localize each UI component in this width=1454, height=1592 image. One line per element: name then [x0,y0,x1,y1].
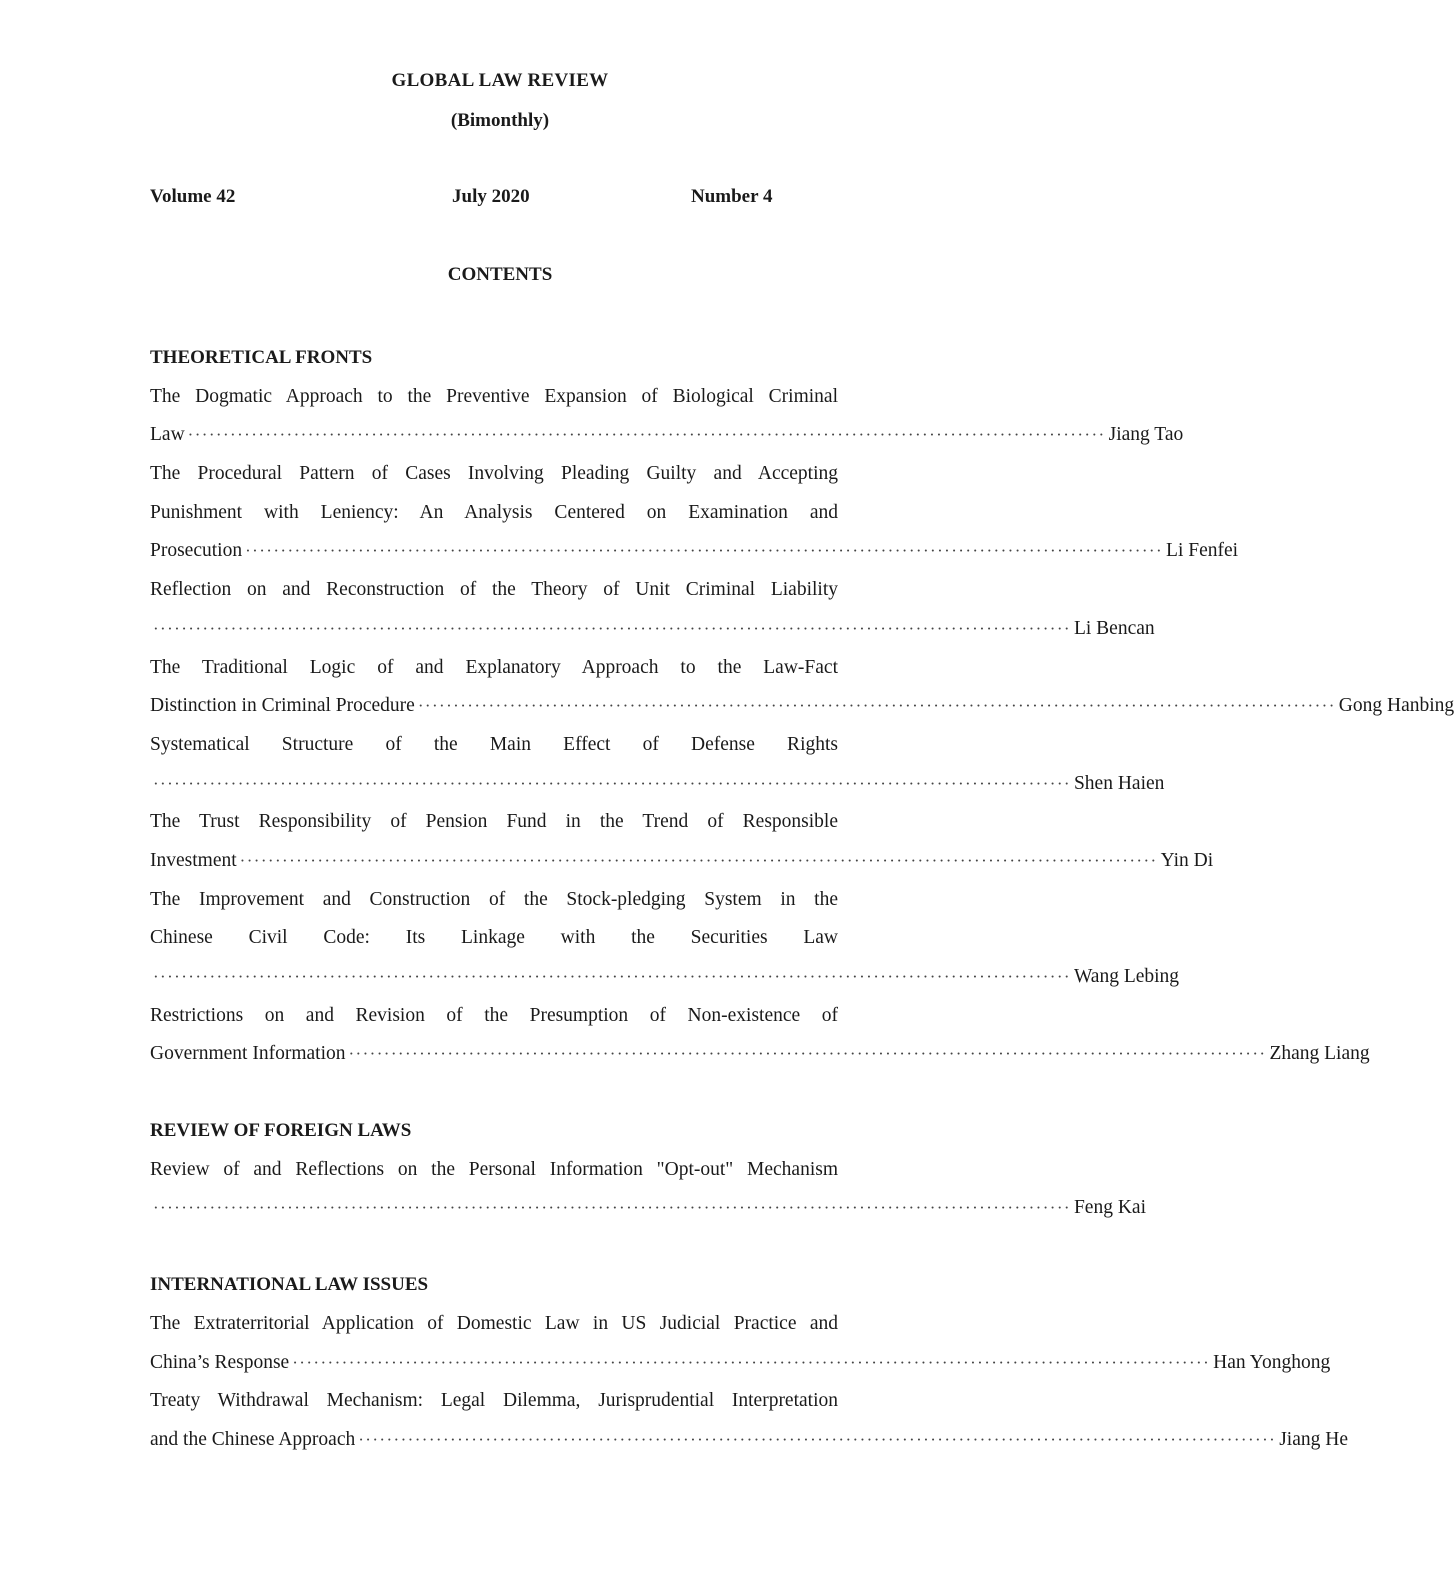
entry-title-tail: Government Information [150,1043,346,1065]
toc-entry[interactable] [150,1382,1348,1459]
entry-title-line: The Trust Responsibility of Pension Fund in the Trend of Responsible [150,811,838,833]
entry-title-line: The Procedural Pattern of Cases Involving Pleading Guilty and Accepting [150,463,838,485]
issue-number: Number 4 [691,186,773,207]
entry-author: Jiang He [1279,1428,1348,1450]
entry-author: Yin Di [1160,849,1214,871]
journal-frequency: (Bimonthly) [450,110,550,131]
entry-author: Jiang Tao [1108,424,1184,446]
dot-leader: ·································································································································· [153,618,1071,638]
entry-leader-line [150,416,1184,455]
toc-entry[interactable] [150,455,1239,571]
entry-title-line: Punishment with Leniency: An Analysis Centered on Examination and [150,501,838,523]
issue-date: July 2020 [452,186,530,207]
section-gap [150,1228,838,1266]
toc-entry[interactable] [150,803,1214,880]
entry-title-line: Review of and Reflections on the Personal Information "Opt-out" Mechanism [150,1158,838,1180]
entry-author: Li Bencan [1073,617,1155,639]
dot-leader: ·································································································································· [239,850,1158,870]
entry-leader-line [150,1421,1348,1460]
entry-author: Li Fenfei [1166,540,1239,562]
toc-entry[interactable] [150,1151,1146,1228]
entry-title-line: Restrictions on and Revision of the Presumption of Non-existence of [150,1004,838,1026]
toc-entry[interactable] [150,997,1370,1074]
toc-entry[interactable] [150,1305,1331,1382]
entry-leader-line [150,765,1165,804]
entry-leader-line [150,687,1454,726]
entry-leader-line [150,610,1155,649]
toc-entry[interactable] [150,571,1155,648]
entry-title-line: The Traditional Logic of and Explanatory Approach to the Law-Fact [150,656,838,678]
entry-title-line: Chinese Civil Code: Its Linkage with the Securities Law [150,927,838,949]
entry-author: Gong Hanbing [1338,695,1454,717]
section-gap [150,1074,838,1112]
entry-author: Feng Kai [1073,1197,1146,1219]
section-title: INTERNATIONAL LAW ISSUES [150,1274,429,1296]
entry-title-line: The Improvement and Construction of the Stock-pledging System in the [150,888,838,910]
contents-heading: CONTENTS [447,264,553,285]
entry-title-line: The Dogmatic Approach to the Preventive Expansion of Biological Criminal [150,385,838,407]
section-title: THEORETICAL FRONTS [150,347,373,368]
toc-entry[interactable] [150,726,1165,803]
table-of-contents [150,339,1454,1460]
entry-leader-line [150,1035,1370,1074]
entry-author: Shen Haien [1073,772,1165,794]
toc-entry[interactable] [150,881,1180,997]
entry-leader-line [150,532,1239,571]
toc-entry[interactable] [150,378,1184,455]
entry-title-tail: Investment [150,849,237,871]
journal-title: GLOBAL LAW REVIEW [391,70,609,91]
entry-leader-line [150,1189,1146,1228]
entry-title-line: Reflection on and Reconstruction of the Theory of Unit Criminal Liability [150,579,838,601]
toc-section [150,1266,1348,1459]
entry-author: Zhang Liang [1269,1043,1370,1065]
dot-leader: ·································································································································· [348,1044,1267,1064]
toc-entry[interactable] [150,649,1454,726]
entry-title-tail: Law [150,424,185,446]
entry-title-tail: Distinction in Criminal Procedure [150,695,415,717]
section-title: REVIEW OF FOREIGN LAWS [150,1120,412,1142]
dot-leader: ·································································································································· [292,1352,1211,1372]
toc-section [150,1112,1146,1228]
entry-leader-line [150,958,1180,997]
entry-leader-line [150,1344,1331,1383]
entry-title-line: Systematical Structure of the Main Effect of Defense Rights [150,733,838,755]
dot-leader: ·································································································································· [153,967,1071,986]
dot-leader: ·································································································································· [153,773,1071,793]
toc-section [150,339,1454,1074]
entry-title-tail: China’s Response [150,1351,290,1373]
dot-leader: ·································································································································· [358,1429,1277,1449]
dot-leader: ·································································································································· [417,696,1336,716]
entry-title-tail: Prosecution [150,540,243,562]
entry-title-line: Treaty Withdrawal Mechanism: Legal Dilemma, Jurisprudential Interpretation [150,1390,838,1412]
entry-leader-line [150,842,1214,881]
entry-author: Wang Lebing [1073,966,1180,987]
entry-title-tail: and the Chinese Approach [150,1428,356,1450]
entry-author: Han Yonghong [1213,1351,1331,1373]
dot-leader: ·································································································································· [187,425,1106,445]
volume-label: Volume 42 [150,186,236,207]
entry-title-line: The Extraterritorial Application of Domestic Law in US Judicial Practice and [150,1312,838,1334]
dot-leader: ·································································································································· [153,1198,1071,1218]
dot-leader: ·································································································································· [245,541,1164,561]
